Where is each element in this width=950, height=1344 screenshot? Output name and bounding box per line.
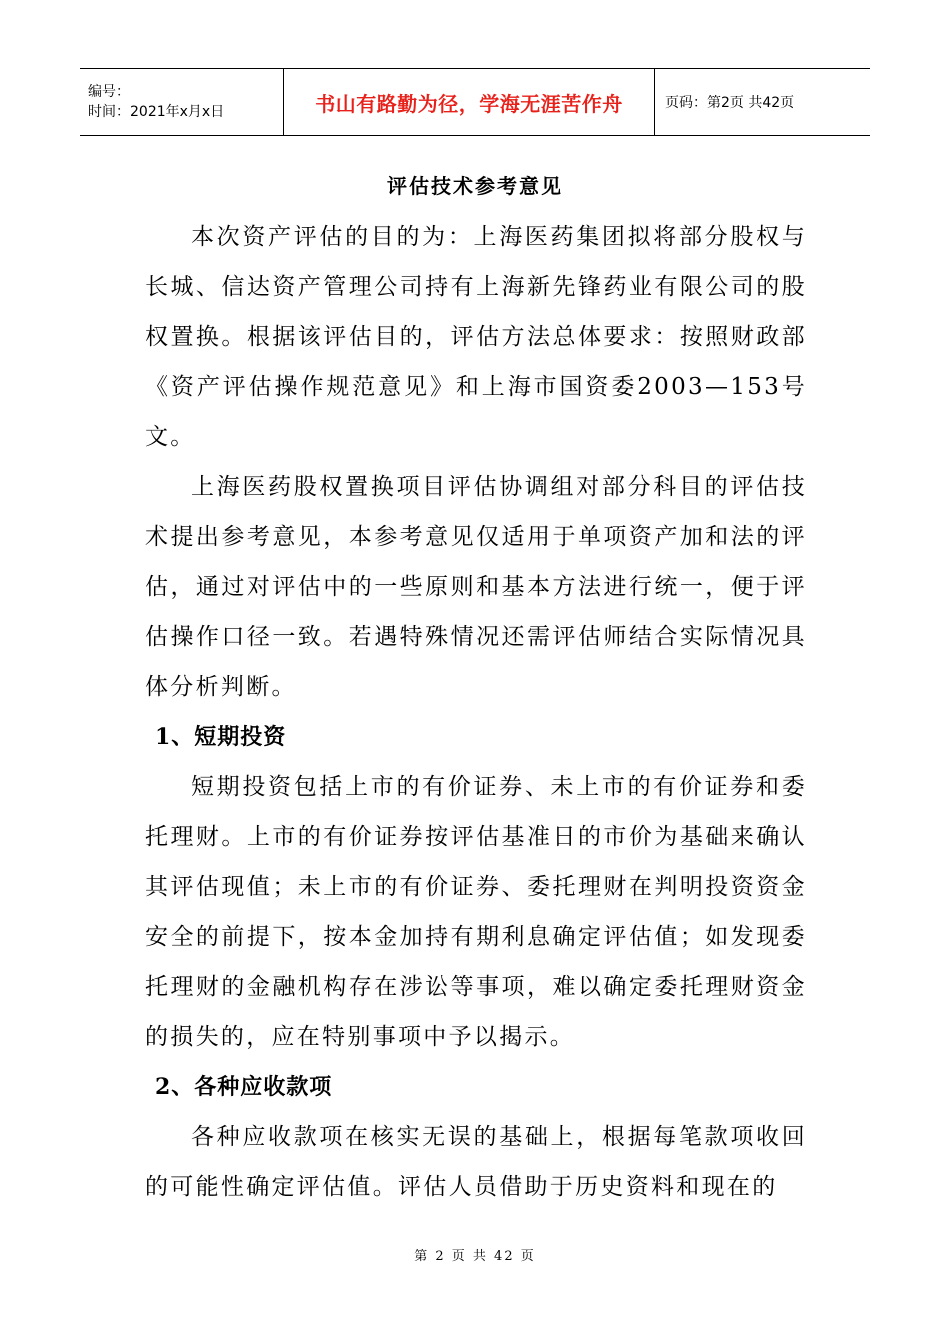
- section-text-short-term-investment: 短期投资包括上市的有价证券、未上市的有价证券和委托理财。上市的有价证券按评估基准日的市价为基础来确认其评估现值；未上市的有价证券、委托理财在判明投资资金安全的前提下，按本金加持有期利息确定评估值；如发现委托理财的金融机构存在涉讼等事项，难以确定委托理财资金的损失的，应在特别事项中予以揭示。: [145, 774, 807, 1050]
- paragraph-purpose: 本次资产评估的目的为：上海医药集团拟将部分股权与长城、信达资产管理公司持有上海新先锋药业有限公司的股权置换。根据该评估目的，评估方法总体要求：按照财政部《资产评估操作规范意见》和上海市国资委2003—153号文。: [145, 224, 807, 450]
- section-heading-short-term-investment: 1、短期投资: [155, 724, 287, 750]
- header-page-info: 页码：第2页 共42页: [665, 95, 795, 111]
- header-meta: [80, 69, 283, 135]
- header-page-cell: [655, 69, 870, 135]
- header-motto-cell: [283, 69, 655, 135]
- section-heading-receivables: 2、各种应收款项: [155, 1074, 333, 1100]
- paragraph-scope: 上海医药股权置换项目评估协调组对部分科目的评估技术提出参考意见，本参考意见仅适用于单项资产加和法的评估，通过对评估中的一些原则和基本方法进行统一，便于评估操作口径一致。若遇特殊情况还需评估师结合实际情况具体分析判断。: [145, 474, 807, 700]
- document-number-label: 编号：: [88, 84, 130, 100]
- section-text-receivables: 各种应收款项在核实无误的基础上，根据每笔款项收回的可能性确定评估值。评估人员借助于历史资料和现在的: [145, 1124, 807, 1200]
- document-title: 评估技术参考意见: [387, 174, 563, 198]
- document-body: [145, 212, 807, 1212]
- document-time: 时间：2021年x月x日: [88, 104, 225, 120]
- page-footer: 第 2 页 共 42 页: [414, 1249, 536, 1264]
- header-motto: 书山有路勤为径，学海无涯苦作舟: [315, 91, 623, 116]
- page-header: [80, 68, 870, 136]
